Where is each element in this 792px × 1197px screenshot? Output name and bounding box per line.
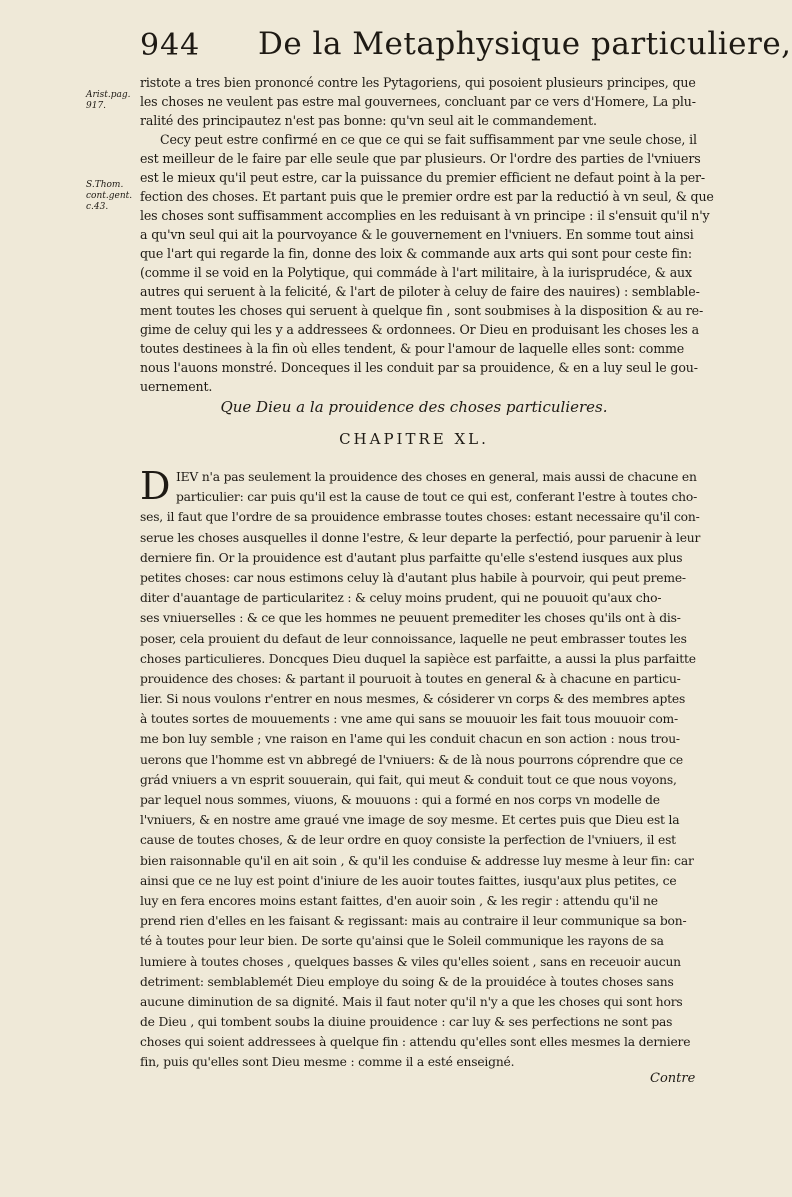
text-line: choses particulieres. Doncques Dieu duquel la sapièce est parfaitte, a aussi la plus parfaitte: [140, 651, 696, 666]
text-line: prouidence des choses: & partant il pouruoit à toutes en general & à chacune en particu-: [140, 671, 681, 686]
text-line: detriment: semblablemét Dieu employe du soing & de la prouidéce à toutes choses sans: [140, 974, 674, 989]
text-line: par lequel nous sommes, viuons, & mouuons : qui a formé en nos corps vn modelle de: [140, 793, 660, 807]
text-line: nous l'auons monstré. Donceques il les conduit par sa prouidence, & en a luy seul le gou-: [140, 360, 698, 375]
drop-cap-letter: D: [140, 464, 171, 508]
text-line: est le mieux qu'il peut estre, car la puissance du premier efficient ne defaut point à la per-: [140, 170, 706, 185]
text-line: à toutes sortes de mouuements : vne ame qui sans se mouuoir les fait tous mouuoir com-: [140, 712, 678, 727]
text-line: (comme il se void en la Polytique, qui commáde à l'art militaire, à la iurisprudéce, & aux: [140, 265, 692, 280]
text-line: est meilleur de le faire par elle seule que par plusieurs. Or l'ordre des parties de l'vniuers: [140, 151, 701, 166]
text-line: ainsi que ce ne luy est point d'iniure de les auoir toutes faittes, iusqu'aux plus petites, ce: [140, 873, 677, 888]
text-line: derniere fin. Or la prouidence est d'autant plus parfaitte qu'elle s'estend iusques aux plus: [140, 550, 683, 565]
margin-note-line: cont.gent.: [86, 191, 133, 201]
text-line: cause de toutes choses, & de leur ordre en quoy consiste la perfection de l'vniuers, il est: [140, 833, 676, 848]
text-line: Cecy peut estre confirmé en ce que ce qui se fait suffisamment par vne seule chose, il: [160, 132, 697, 147]
text-line: choses qui soient addressees à quelque fin : attendu qu'elles sont elles mesmes la derniere: [140, 1035, 691, 1050]
text-line: petites choses: car nous estimons celuy là d'autant plus habile à pourvoir, qui peut preme-: [140, 570, 686, 585]
text-line: té à toutes pour leur bien. De sorte qu'ainsi que le Soleil communique les rayons de sa: [140, 934, 664, 949]
text-line: ralité des principautez n'est pas bonne: qu'vn seul ait le commandement.: [140, 113, 597, 128]
margin-note-line: S.Thom.: [86, 180, 124, 190]
section-title: Que Dieu a la prouidence des choses particulieres.: [220, 398, 608, 416]
catchword: Contre: [650, 1071, 696, 1086]
text-line: particulier: car puis qu'il est la cause de tout ce qui est, conferant l'estre à toutes cho-: [176, 490, 698, 505]
text-line: toutes destinees à la fin où elles tendent, & pour l'amour de laquelle elles sont: comme: [140, 341, 685, 356]
chapter-body-text: [140, 464, 701, 1073]
text-line: prend rien d'elles en les faisant & regissant: mais au contraire il leur communique sa bon-: [140, 914, 687, 929]
text-line: me bon luy semble ; vne raison en l'ame qui les conduit chacun en son action : nous trou-: [140, 732, 680, 747]
margin-note-aristotle: [86, 90, 138, 112]
text-line: l'vniuers, & en nostre ame graué vne image de soy mesme. Et certes puis que Dieu est la: [140, 813, 680, 828]
text-line: uerons que l'homme est vn abbregé de l'vniuers: & de là nous pourrons cóprendre que ce: [140, 752, 684, 767]
text-line: ses vniuerselles : & ce que les hommes ne peuuent premediter les choses qu'ils ont à dis-: [140, 611, 681, 626]
margin-note-line: 917.: [86, 101, 107, 111]
running-title: De la Metaphysique particuliere,: [258, 26, 792, 62]
text-line: grád vniuers a vn esprit souuerain, qui fait, qui meut & conduit tout ce que nous voyons,: [140, 772, 677, 787]
text-line: de Dieu , qui tombent soubs la diuine prouidence : car luy & ses perfections ne sont pas: [140, 1015, 673, 1030]
text-line: IEV n'a pas seulement la prouidence des choses en general, mais aussi de chacune en: [176, 470, 697, 484]
page-number: 944: [140, 28, 201, 63]
text-line: gime de celuy qui les y a addressees & ordonnees. Or Dieu en produisant les choses les a: [140, 322, 699, 337]
margin-note-line: Arist.pag.: [86, 90, 131, 100]
margin-note-thomas: [86, 180, 138, 213]
text-line: ristote a tres bien prononcé contre les Pytagoriens, qui posoient plusieurs principes, que: [140, 75, 696, 90]
text-line: les choses ne veulent pas estre mal gouvernees, concluant par ce vers d'Homere, La plu-: [140, 94, 696, 109]
page-header: [140, 26, 792, 68]
text-line: bien raisonnable qu'il en ait soin , & qu'il les conduise & addresse luy mesme à leur fin: car: [140, 853, 694, 868]
text-line: ses, il faut que l'ordre de sa prouidence embrasse toutes choses: estant necessaire qu'il con-: [140, 510, 700, 525]
text-line: que l'art qui regarde la fin, donne des loix & commande aux arts qui sont pour ceste fin:: [140, 246, 692, 261]
text-line: luy en fera encores moins estant faittes, d'en auoir soin , & les regir : attendu qu'il ne: [140, 893, 658, 908]
text-line: uernement.: [140, 379, 213, 394]
text-line: poser, cela prouient du defaut de leur connoissance, laquelle ne peut embrasser toutes les: [140, 631, 687, 646]
text-line: a qu'vn seul qui ait la pourvoyance & le gouvernement en l'vniuers. En somme tout ainsi: [140, 227, 694, 242]
text-line: fection des choses. Et partant puis que le premier ordre est par la reductió à vn seul, & que: [140, 189, 714, 204]
text-line: serue les choses ausquelles il donne l'estre, & leur departe la perfectió, pour paruenir à leur: [140, 530, 701, 545]
text-line: aucune diminution de sa dignité. Mais il faut noter qu'il n'y a que les choses qui sont hors: [140, 994, 683, 1009]
margin-note-line: c.43.: [86, 202, 109, 212]
text-line: ment toutes les choses qui seruent à quelque fin , sont soubmises à la disposition & au re-: [140, 303, 704, 318]
text-line: lumiere à toutes choses , quelques basses & viles qu'elles soient , sans en receuoir aucun: [140, 954, 681, 969]
text-line: diter d'auantage de particularitez : & celuy moins prudent, qui ne pouuoit qu'aux cho-: [140, 591, 662, 606]
body-text-continued: [140, 73, 714, 396]
text-line: lier. Si nous voulons r'entrer en nous mesmes, & cósiderer vn corps & des membres aptes: [140, 692, 686, 707]
text-line: fin, puis qu'elles sont Dieu mesme : comme il a esté enseigné.: [140, 1055, 515, 1070]
text-line: autres qui seruent à la felicité, & l'art de piloter à celuy de faire des nauires) : semblable-: [140, 284, 700, 299]
text-line: les choses sont suffisamment accomplies en les reduisant à vn principe : il s'ensuit qu'il n'y: [140, 208, 710, 223]
chapter-heading: CHAPITRE XL.: [339, 430, 489, 448]
